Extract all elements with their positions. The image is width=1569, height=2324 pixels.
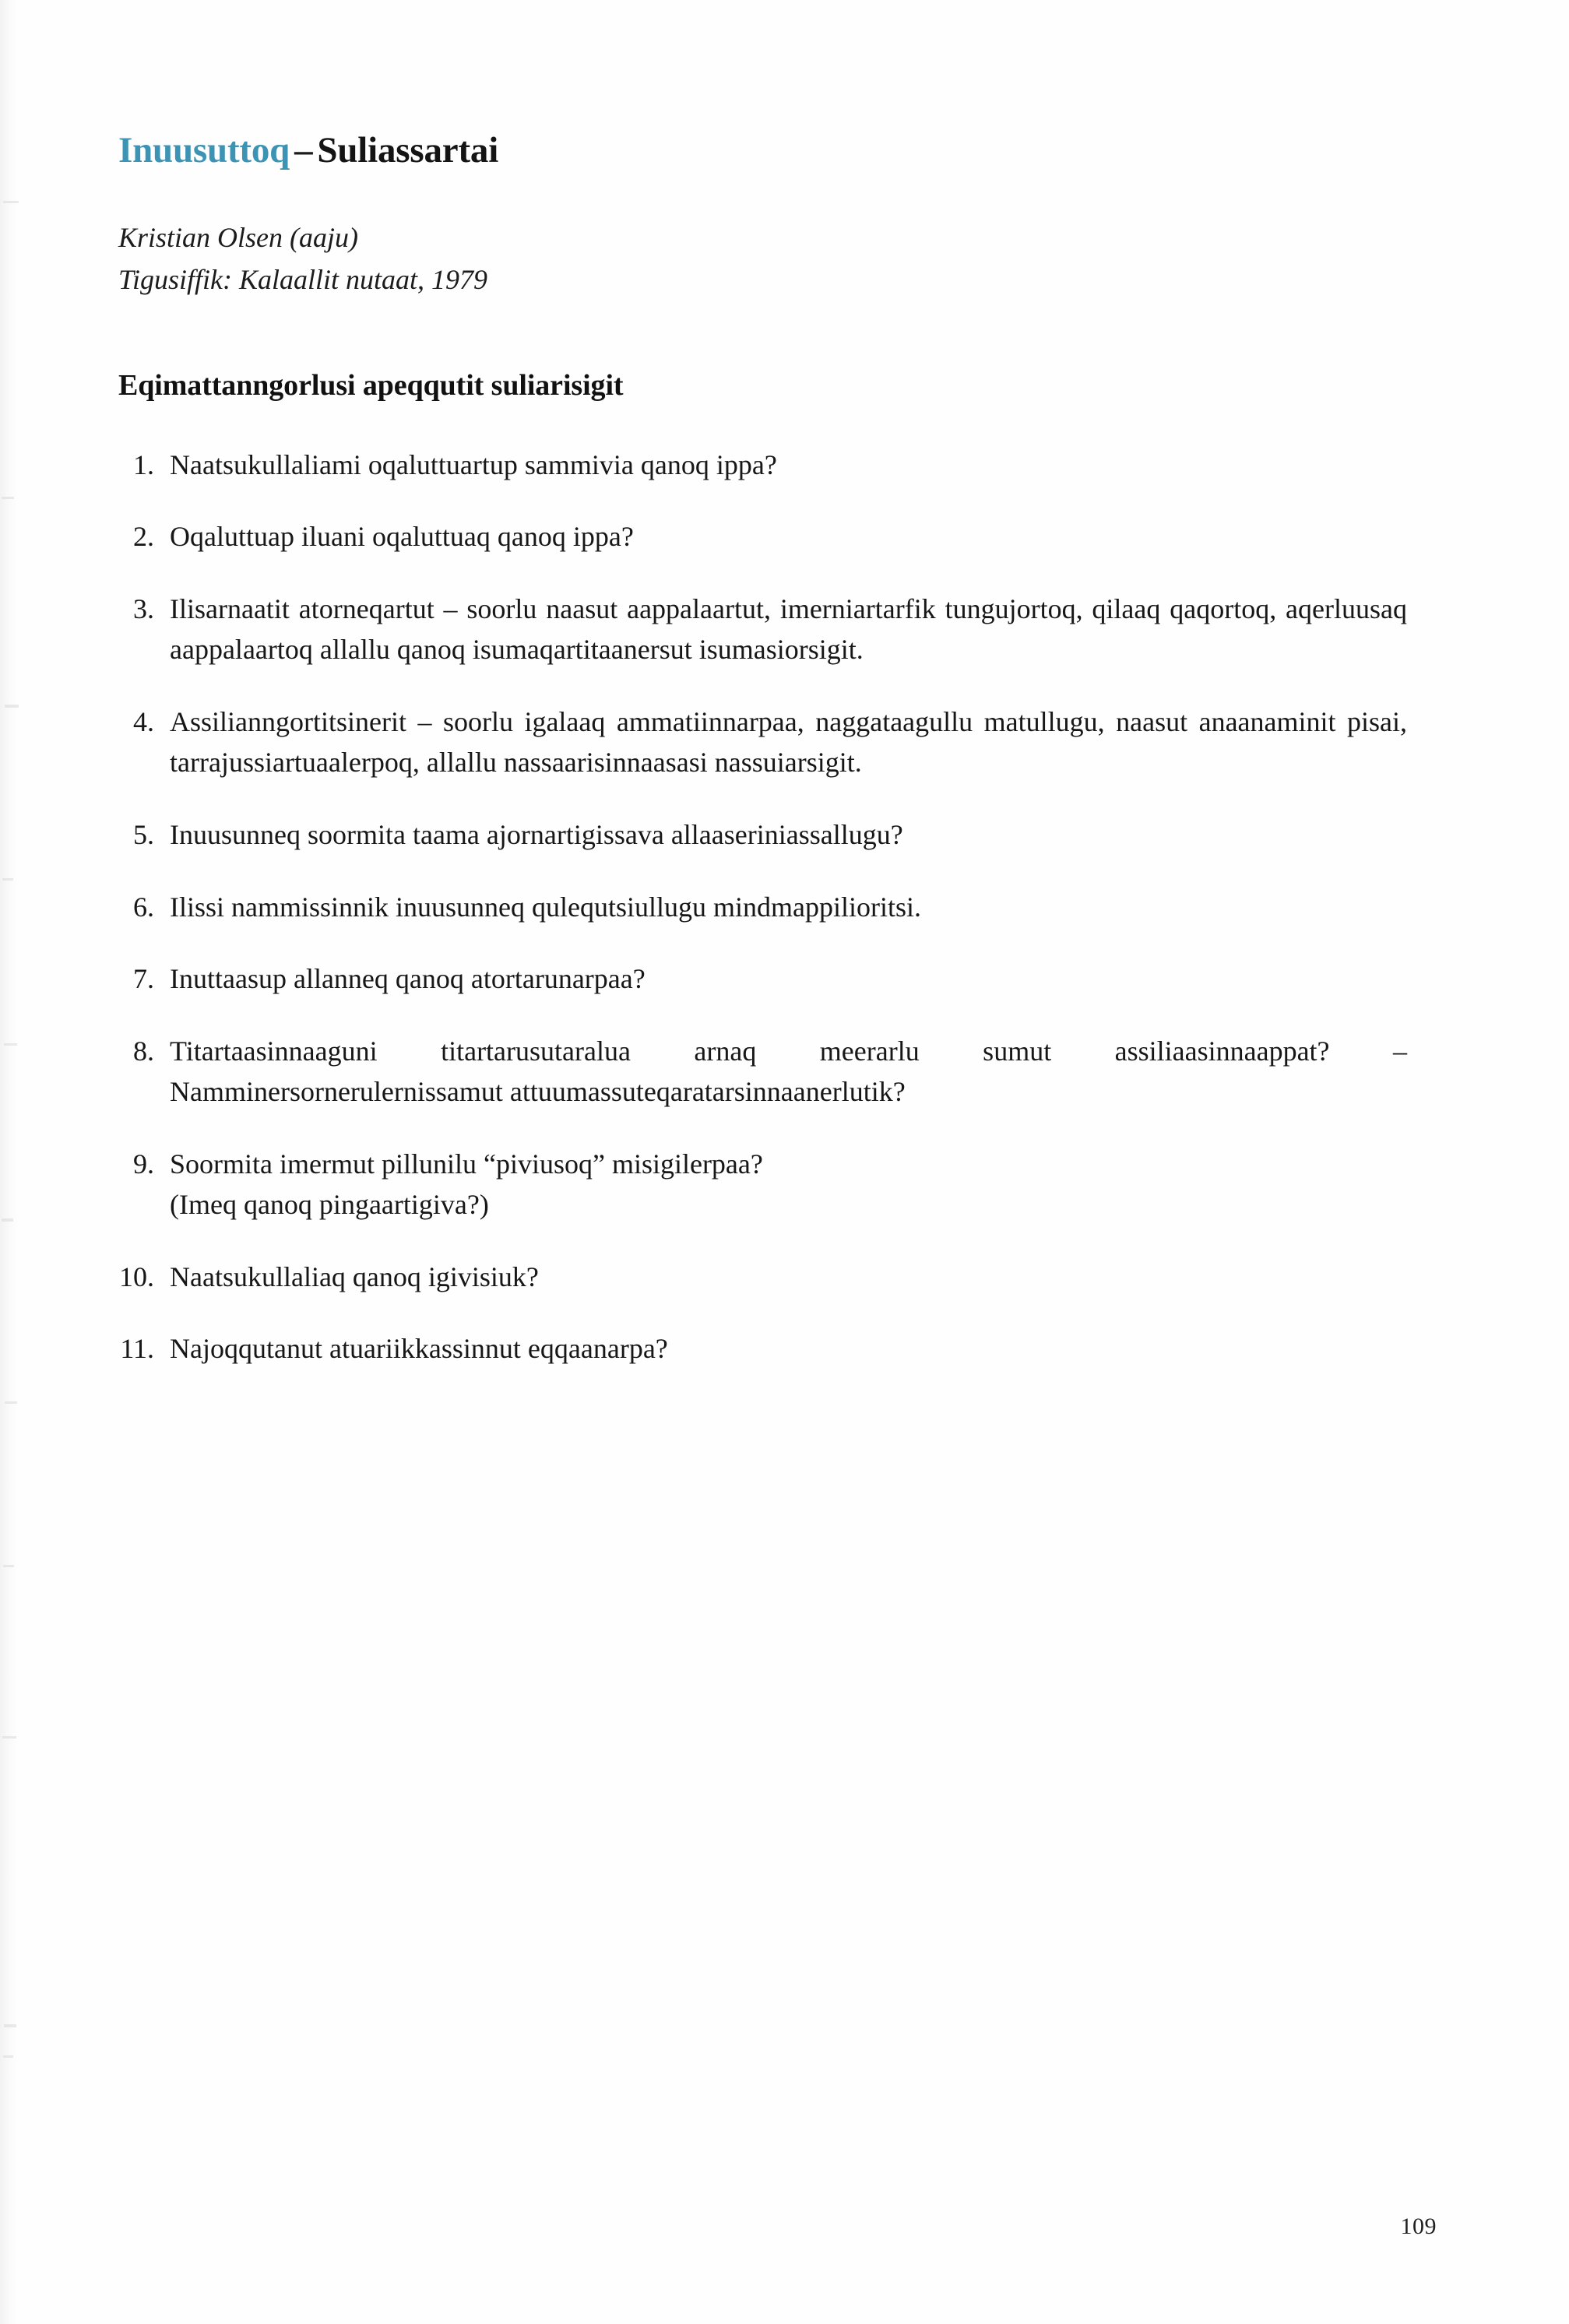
source-line: Tigusiffik: Kalaallit nutaat, 1979 [118,264,488,296]
scan-artifact [5,1401,17,1404]
list-item-number: 4. [133,705,154,737]
list-item-text: Assilianngortitsinerit – soorlu igalaaq ammatiinnarpaa, naggataagullu matullugu, naasut anaanaminit pisai, tarrajussiartuaalerpoq, allallu nassaarisinnaasasi nassuiarsigit. [170,705,1407,779]
list-item-number: 3. [133,592,154,624]
list-item-text: Ilissi nammissinnik inuusunneq qulequtsiullugu mindmappilioritsi. [170,891,922,923]
list-item-number: 7. [133,963,154,995]
scan-artifact [4,2024,16,2027]
list-item [118,516,1407,557]
list-item-number: 6. [133,891,154,923]
scan-artifact [5,705,19,708]
scan-artifact [2,1736,16,1739]
page-title [118,0,1411,171]
list-item-number: 8. [133,1035,154,1067]
list-item [118,814,1407,856]
scan-artifact [3,2055,13,2058]
list-item [118,1144,1407,1225]
author-line: Kristian Olsen (aaju) [118,221,359,253]
list-item-text: Naatsukullaliami oqaluttuartup sammivia qanoq ippa? [170,448,777,480]
list-item-number: 10. [119,1260,154,1292]
list-item-text: Inuttaasup allanneq qanoq atortarunarpaa? [170,963,646,995]
page-title-rest: Suliassartai [317,130,499,171]
list-item [118,701,1407,783]
list-item-text: Inuusunneq soormita taama ajornartigissava allaaseriniassallugu? [170,819,903,850]
scan-artifact [3,1565,14,1567]
scan-gutter-shadow [0,0,20,2324]
list-item [118,1328,1407,1369]
list-item-number: 1. [133,448,154,480]
scan-artifact [2,497,14,499]
page-title-dash: – [294,130,313,171]
page-number: 109 [1400,2213,1437,2239]
list-item-text [170,1144,1407,1225]
list-item-text: Najoqqutanut atuariikkassinnut eqqaanarpa? [170,1333,668,1365]
list-item-number: 2. [133,521,154,553]
scan-artifact [3,201,19,203]
list-item-main-line: Soormita imermut pillunilu “piviusoq” misigilerpaa? [170,1148,763,1180]
list-item-text: Naatsukullaliaq qanoq igivisiuk? [170,1260,539,1292]
list-item [118,887,1407,928]
list-item [118,1257,1407,1298]
list-item-number: 11. [120,1333,154,1365]
list-item-text: Oqaluttuap iluani oqaluttuaq qanoq ippa? [170,521,634,553]
list-item-text: Ilisarnaatit atorneqartut – soorlu naasut aappalaartut, imerniartarfik tungujortoq, qilaaq qaqortoq, aqerluusaq aappalaartoq allallu qanoq isumaqartitaanersut isumasiorsigit. [170,592,1407,666]
list-item-number: 9. [133,1148,154,1180]
question-list [118,445,1407,1369]
list-item [118,1031,1407,1113]
list-item [118,445,1407,486]
list-item-number: 5. [133,819,154,850]
list-item-sub-line: (Imeq qanoq pingaartigiva?) [170,1189,489,1221]
scan-artifact [4,1043,17,1046]
scan-artifact [2,1218,13,1222]
list-item [118,589,1407,670]
page-content [118,0,1411,1401]
scan-artifact [2,878,13,881]
list-item-text: Titartaasinnaaguni titartarusutaralua arnaq meerarlu sumut assiliaasinnaappat? – Namminersornerulernissamut attuumassuteqaratarsinnaanerlutik? [170,1035,1407,1108]
list-item [118,958,1407,1000]
page-title-accent: Inuusuttoq [118,130,290,171]
attribution-block [118,216,1411,301]
section-heading: Eqimattanngorlusi apeqqutit suliarisigit [118,369,624,403]
